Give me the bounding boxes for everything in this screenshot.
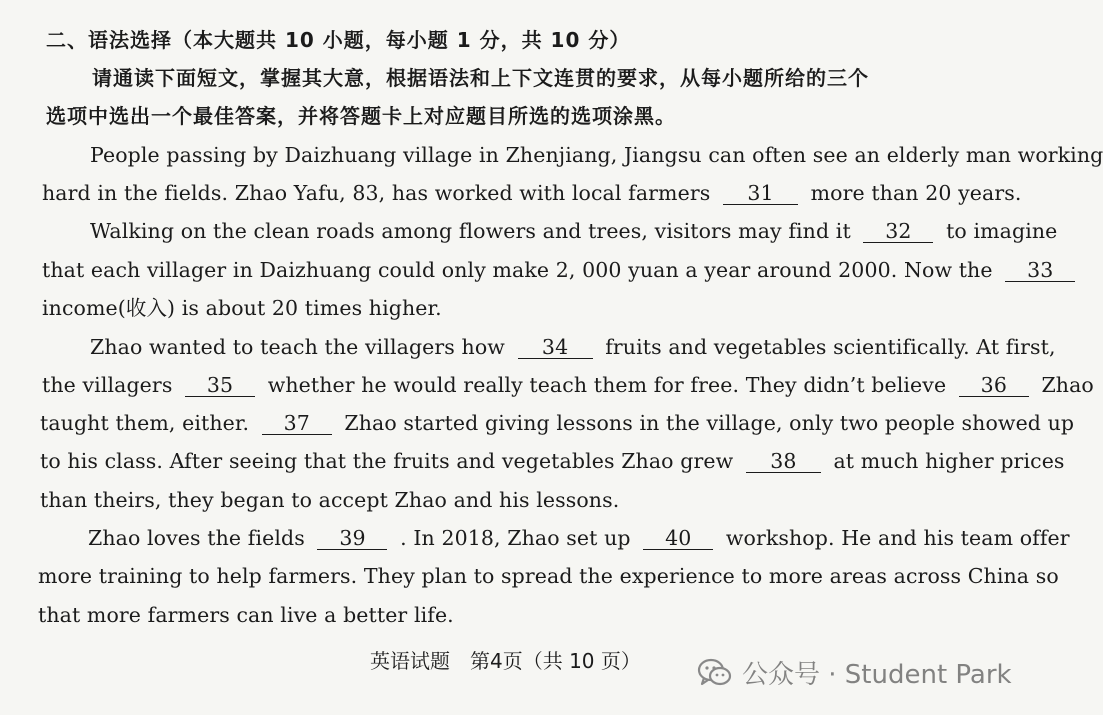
passage-line: that more farmers can live a better life. — [38, 603, 454, 627]
passage-text: whether he would really teach them for free. They didn’t believe — [267, 373, 947, 397]
passage-line: People passing by Daizhuang village in Zhenjiang, Jiangsu can often see an elderly man working — [90, 143, 1103, 167]
wechat-icon — [698, 658, 732, 688]
page-footer: 英语试题 第4页（共 10 页） — [370, 649, 641, 673]
instruction-line-2: 选项中选出一个最佳答案，并将答题卡上对应题目所选的选项涂黑。 — [46, 104, 676, 128]
passage-text: Zhao loves the fields — [88, 526, 305, 550]
passage-line — [40, 409, 1074, 437]
passage-line — [90, 217, 1057, 245]
passage-line — [40, 447, 1065, 475]
passage-text: more than 20 years. — [810, 181, 1022, 205]
passage-text: taught them, either. — [40, 411, 250, 435]
passage-line — [42, 256, 1081, 284]
passage-text: Zhao — [1041, 373, 1094, 397]
passage-line: more training to help farmers. They plan to spread the experience to more areas across China so — [38, 564, 1059, 588]
passage-text: at much higher prices — [833, 449, 1065, 473]
passage-line: income(收入) is about 20 times higher. — [42, 296, 442, 320]
passage-line — [42, 371, 1094, 399]
instruction-line-1: 请通读下面短文，掌握其大意，根据语法和上下文连贯的要求，从每小题所给的三个 — [92, 66, 869, 90]
blank-33: 33 — [1005, 259, 1075, 282]
blank-40: 40 — [643, 527, 713, 550]
passage-text: hard in the fields. Zhao Yafu, 83, has worked with local farmers — [42, 181, 711, 205]
passage-text: Zhao wanted to teach the villagers how — [90, 335, 505, 359]
blank-31: 31 — [723, 182, 798, 205]
blank-37: 37 — [262, 412, 332, 435]
blank-34: 34 — [518, 336, 593, 359]
watermark — [698, 654, 1012, 691]
passage-text: Walking on the clean roads among flowers and trees, visitors may find it — [90, 219, 851, 243]
passage-line: than theirs, they began to accept Zhao and his lessons. — [40, 488, 620, 512]
passage-text: . In 2018, Zhao set up — [400, 526, 631, 550]
watermark-text: 公众号 · Student Park — [742, 660, 1012, 690]
passage-line — [90, 333, 1056, 361]
passage-text: Zhao started giving lessons in the village, only two people showed up — [344, 411, 1075, 435]
blank-32: 32 — [863, 220, 933, 243]
passage-text: workshop. He and his team offer — [725, 526, 1070, 550]
section-heading: 二、语法选择（本大题共 10 小题，每小题 1 分，共 10 分） — [46, 28, 631, 52]
passage-text: the villagers — [42, 373, 173, 397]
blank-39: 39 — [317, 527, 387, 550]
blank-36: 36 — [959, 374, 1029, 397]
passage-text: to imagine — [946, 219, 1058, 243]
passage-line — [42, 179, 1022, 207]
passage-line — [88, 524, 1070, 552]
passage-text: to his class. After seeing that the fruits and vegetables Zhao grew — [40, 449, 734, 473]
passage-text: fruits and vegetables scientifically. At first, — [605, 335, 1056, 359]
blank-35: 35 — [185, 374, 255, 397]
passage-text: that each villager in Daizhuang could only make 2, 000 yuan a year around 2000. Now the — [42, 258, 993, 282]
blank-38: 38 — [746, 450, 821, 473]
